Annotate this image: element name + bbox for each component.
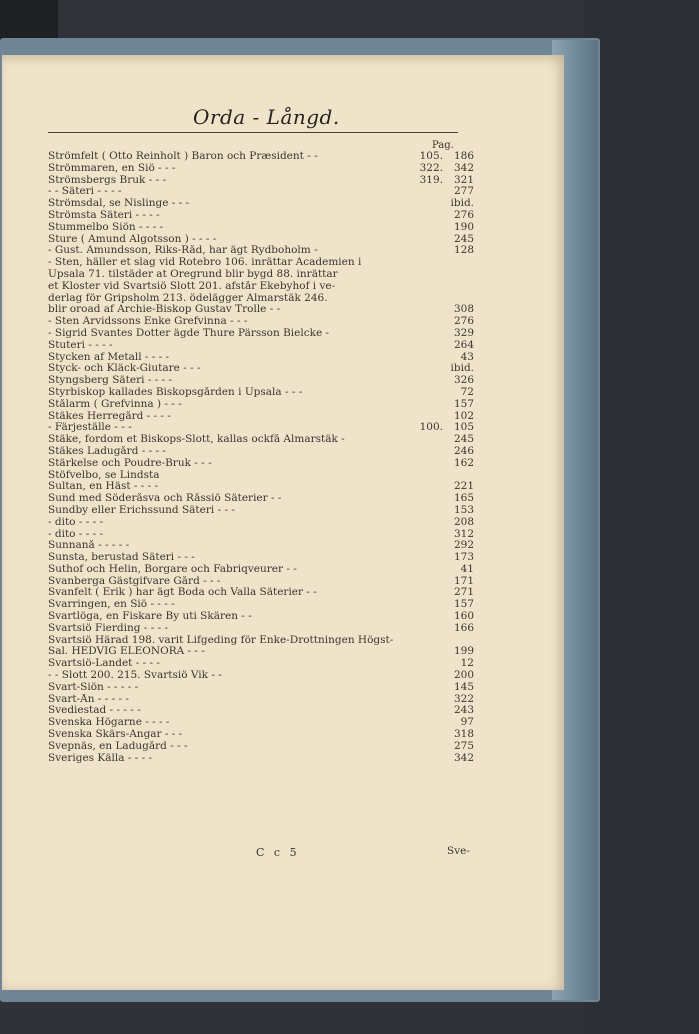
entry-page-number: 276 xyxy=(453,208,474,221)
entry-text: Strömsdal, se Nislinge - - - xyxy=(48,198,190,210)
entry-text: Strömsta Säteri - - - - xyxy=(48,209,160,221)
entry-page-number: 157 xyxy=(453,397,474,410)
entry-text: Sund med Söderåsva och Råssiö Säterier - - xyxy=(48,493,282,505)
entry-page-number: 43 xyxy=(460,350,474,363)
entry-page-number: 271 xyxy=(453,586,474,599)
entry-text: Stäkes Ladugård - - - - xyxy=(48,445,166,457)
index-entry xyxy=(48,328,478,340)
background-right xyxy=(584,0,699,1034)
entry-page-number: 128 xyxy=(453,244,474,257)
index-entry xyxy=(48,245,478,257)
index-entry xyxy=(48,304,478,316)
index-entry xyxy=(48,281,478,293)
index-entry xyxy=(48,564,478,576)
index-entry xyxy=(48,175,478,187)
index-entry xyxy=(48,422,478,434)
index-entry xyxy=(48,741,478,753)
index-entry xyxy=(48,257,478,269)
pag-column-label: Pag. xyxy=(432,140,454,151)
index-entry xyxy=(48,470,478,482)
index-entry xyxy=(48,646,478,658)
entry-text: Svartlöga, en Fiskare By uti Skären - - xyxy=(48,611,252,623)
index-entry xyxy=(48,599,478,611)
index-entry xyxy=(48,316,478,328)
index-entry xyxy=(48,481,478,493)
entry-page-number: 190 xyxy=(453,220,474,233)
entry-text: - - Slott 200. 215. Svartsiö Vik - - xyxy=(48,670,222,682)
entry-text: Stöfvelbo, se Lindsta xyxy=(48,469,160,481)
entry-page-number: 12 xyxy=(460,657,474,670)
entry-text: blir oroad af Archie-Biskop Gustav Trolle - - xyxy=(48,304,281,316)
index-entry xyxy=(48,411,478,423)
entry-page-number: 199 xyxy=(453,645,474,658)
index-entry xyxy=(48,694,478,706)
entry-text: Sultan, en Häst - - - - xyxy=(48,481,159,493)
entry-page-number: 243 xyxy=(453,704,474,717)
entry-page-number: 275 xyxy=(453,739,474,752)
entry-text: Strömmaren, en Siö - - - xyxy=(48,162,176,174)
entry-text: - dito - - - - xyxy=(48,516,104,528)
entry-text: - Sten, häller et slag vid Rotebro 106. inrättar Academien i xyxy=(48,257,362,269)
index-entry xyxy=(48,163,478,175)
entry-text: Svanberga Gästgifvare Gård - - - xyxy=(48,575,221,587)
entry-page-number: 200 xyxy=(453,669,474,682)
index-entry xyxy=(48,529,478,541)
entry-page-number: 162 xyxy=(453,456,474,469)
entry-page-number: 321 xyxy=(453,173,474,186)
entry-secondary-page: 322. xyxy=(419,161,443,174)
header-rule xyxy=(48,132,458,133)
index-entry xyxy=(48,493,478,505)
index-entry xyxy=(48,540,478,552)
entry-text: Svartsiö Härad 198. varit Lifgeding för Enke-Drottningen Högst- xyxy=(48,634,394,646)
entry-page-number: 329 xyxy=(453,326,474,339)
entry-page-number: 153 xyxy=(453,503,474,516)
index-entry xyxy=(48,387,478,399)
entry-text: Svarringen, en Siö - - - - xyxy=(48,599,175,611)
index-entry xyxy=(48,434,478,446)
entry-text: Svenska Skärs-Angar - - - xyxy=(48,729,183,741)
entry-text: derlag för Gripsholm 213. ödelägger Almarstäk 246. xyxy=(48,292,328,304)
entry-page-number: 72 xyxy=(460,385,474,398)
index-entry xyxy=(48,705,478,717)
entry-secondary-page: 319. xyxy=(419,173,443,186)
index-entry xyxy=(48,399,478,411)
index-entry xyxy=(48,611,478,623)
entry-secondary-page: 105. xyxy=(419,150,443,162)
index-entry xyxy=(48,363,478,375)
entry-page-number: 165 xyxy=(453,492,474,505)
index-entry xyxy=(48,753,478,765)
index-entry xyxy=(48,623,478,635)
index-entry xyxy=(48,635,478,647)
entry-text: Stummelbo Siön - - - - xyxy=(48,221,164,233)
entry-page-number: 171 xyxy=(453,574,474,587)
entry-text: Svartsiö Fierding - - - - xyxy=(48,622,169,634)
entry-text: Suthof och Helin, Borgare och Fabriqveurer - - xyxy=(48,563,297,575)
index-entry xyxy=(48,670,478,682)
entry-text: Sture ( Amund Algotsson ) - - - - xyxy=(48,233,217,245)
index-entries xyxy=(48,151,478,764)
entry-text: Stäke, fordom et Biskops-Slott, kallas ockfå Almarstäk - xyxy=(48,434,345,446)
index-entry xyxy=(48,505,478,517)
entry-text: Sundby eller Erichssund Säteri - - - xyxy=(48,504,235,516)
entry-text: - dito - - - - xyxy=(48,528,104,540)
entry-page-number: 342 xyxy=(453,751,474,764)
index-entry xyxy=(48,375,478,387)
entry-text: Strömfelt ( Otto Reinholt ) Baron och Præsident - - xyxy=(48,151,318,162)
entry-text: - - Säteri - - - - xyxy=(48,186,122,198)
entry-secondary-page: 100. xyxy=(419,421,443,434)
index-entry xyxy=(48,151,478,163)
entry-page-number: 264 xyxy=(453,338,474,351)
index-entry xyxy=(48,729,478,741)
index-entry xyxy=(48,682,478,694)
entry-text: Svart-Ån - - - - - xyxy=(48,693,129,705)
index-entry xyxy=(48,222,478,234)
entry-text: Upsala 71. tilstäder at Öregrund blir bygd 88. inrättar xyxy=(48,268,338,280)
entry-page-number: 308 xyxy=(453,303,474,316)
entry-page-number: ibid. xyxy=(450,197,474,210)
index-entry xyxy=(48,269,478,281)
entry-page-number: 318 xyxy=(453,728,474,741)
entry-text: Svartsiö-Landet - - - - xyxy=(48,658,160,670)
index-entry xyxy=(48,517,478,529)
index-entry xyxy=(48,210,478,222)
catchword: Sve- xyxy=(447,845,470,857)
entry-page-number: 41 xyxy=(460,562,474,575)
entry-page-number: 245 xyxy=(453,232,474,245)
index-entry xyxy=(48,293,478,305)
signature-mark: C c 5 xyxy=(256,846,300,859)
entry-page-number: 97 xyxy=(460,716,474,729)
entry-text: Svanfelt ( Erik ) har ägt Boda och Valla Säterier - - xyxy=(48,587,317,599)
entry-page-number: 277 xyxy=(453,185,474,198)
index-entry xyxy=(48,458,478,470)
entry-page-number: 145 xyxy=(453,680,474,693)
entry-page-number: 326 xyxy=(453,374,474,387)
entry-text: Sveriges Källa - - - - xyxy=(48,752,153,764)
index-entry xyxy=(48,587,478,599)
index-entry xyxy=(48,352,478,364)
entry-page-number: 105 xyxy=(453,421,474,434)
entry-text: Sunsta, berustad Säteri - - - xyxy=(48,552,195,564)
entry-text: Stäkes Herregård - - - - xyxy=(48,410,171,422)
entry-page-number: 186 xyxy=(453,150,474,162)
entry-page-number: 342 xyxy=(453,161,474,174)
entry-page-number: 246 xyxy=(453,444,474,457)
entry-text: Svediestad - - - - - xyxy=(48,705,141,717)
index-entry xyxy=(48,576,478,588)
entry-page-number: 322 xyxy=(453,692,474,705)
entry-text: Strömsbergs Bruk - - - xyxy=(48,174,167,186)
entry-text: Sal. HEDVIG ELEONORA - - - xyxy=(48,646,205,658)
entry-page-number: 221 xyxy=(453,480,474,493)
entry-text: Stärkelse och Poudre-Bruk - - - xyxy=(48,457,212,469)
entry-page-number: 102 xyxy=(453,409,474,422)
entry-text: Stuteri - - - - xyxy=(48,339,113,351)
index-entry xyxy=(48,198,478,210)
entry-text: Sunnanå - - - - - xyxy=(48,540,130,552)
entry-page-number: 245 xyxy=(453,433,474,446)
index-entry xyxy=(48,340,478,352)
entry-text: - Gust. Amundsson, Riks-Råd, har ägt Rydboholm - xyxy=(48,245,318,257)
entry-page-number: 312 xyxy=(453,527,474,540)
entry-page-number: 166 xyxy=(453,621,474,634)
entry-page-number: 173 xyxy=(453,551,474,564)
entry-text: - Sten Arvidssons Enke Grefvinna - - - xyxy=(48,316,248,328)
index-entry xyxy=(48,186,478,198)
index-entry xyxy=(48,717,478,729)
entry-text: Styck- och Kläck-Giutare - - - xyxy=(48,363,201,375)
entry-page-number: 276 xyxy=(453,315,474,328)
entry-text: - Sigrid Svantes Dotter ägde Thure Pärsson Bielcke - xyxy=(48,327,330,339)
entry-text: - Färjeställe - - - xyxy=(48,422,132,434)
entry-text: Stålarm ( Grefvinna ) - - - xyxy=(48,398,182,410)
page-title: Orda - Långd. xyxy=(193,105,340,129)
entry-text: Styrbiskop kallades Biskopsgården i Upsala - - - xyxy=(48,386,303,398)
index-entry xyxy=(48,658,478,670)
entry-text: Svenska Högarne - - - - xyxy=(48,717,170,729)
entry-page-number: 292 xyxy=(453,539,474,552)
index-entry xyxy=(48,552,478,564)
entry-text: Styngsberg Säteri - - - - xyxy=(48,375,173,387)
entry-text: Svepnäs, en Ladugård - - - xyxy=(48,740,188,752)
entry-page-number: 208 xyxy=(453,515,474,528)
entry-page-number: 157 xyxy=(453,598,474,611)
entry-text: Stycken af Metall - - - - xyxy=(48,351,170,363)
entry-text: Svart-Siön - - - - - xyxy=(48,681,139,693)
entry-page-number: 160 xyxy=(453,610,474,623)
index-entry xyxy=(48,234,478,246)
entry-text: et Kloster vid Svartsiö Slott 201. afstår Ekebyhof i ve- xyxy=(48,280,336,292)
entry-page-number: ibid. xyxy=(450,362,474,375)
index-entry xyxy=(48,446,478,458)
